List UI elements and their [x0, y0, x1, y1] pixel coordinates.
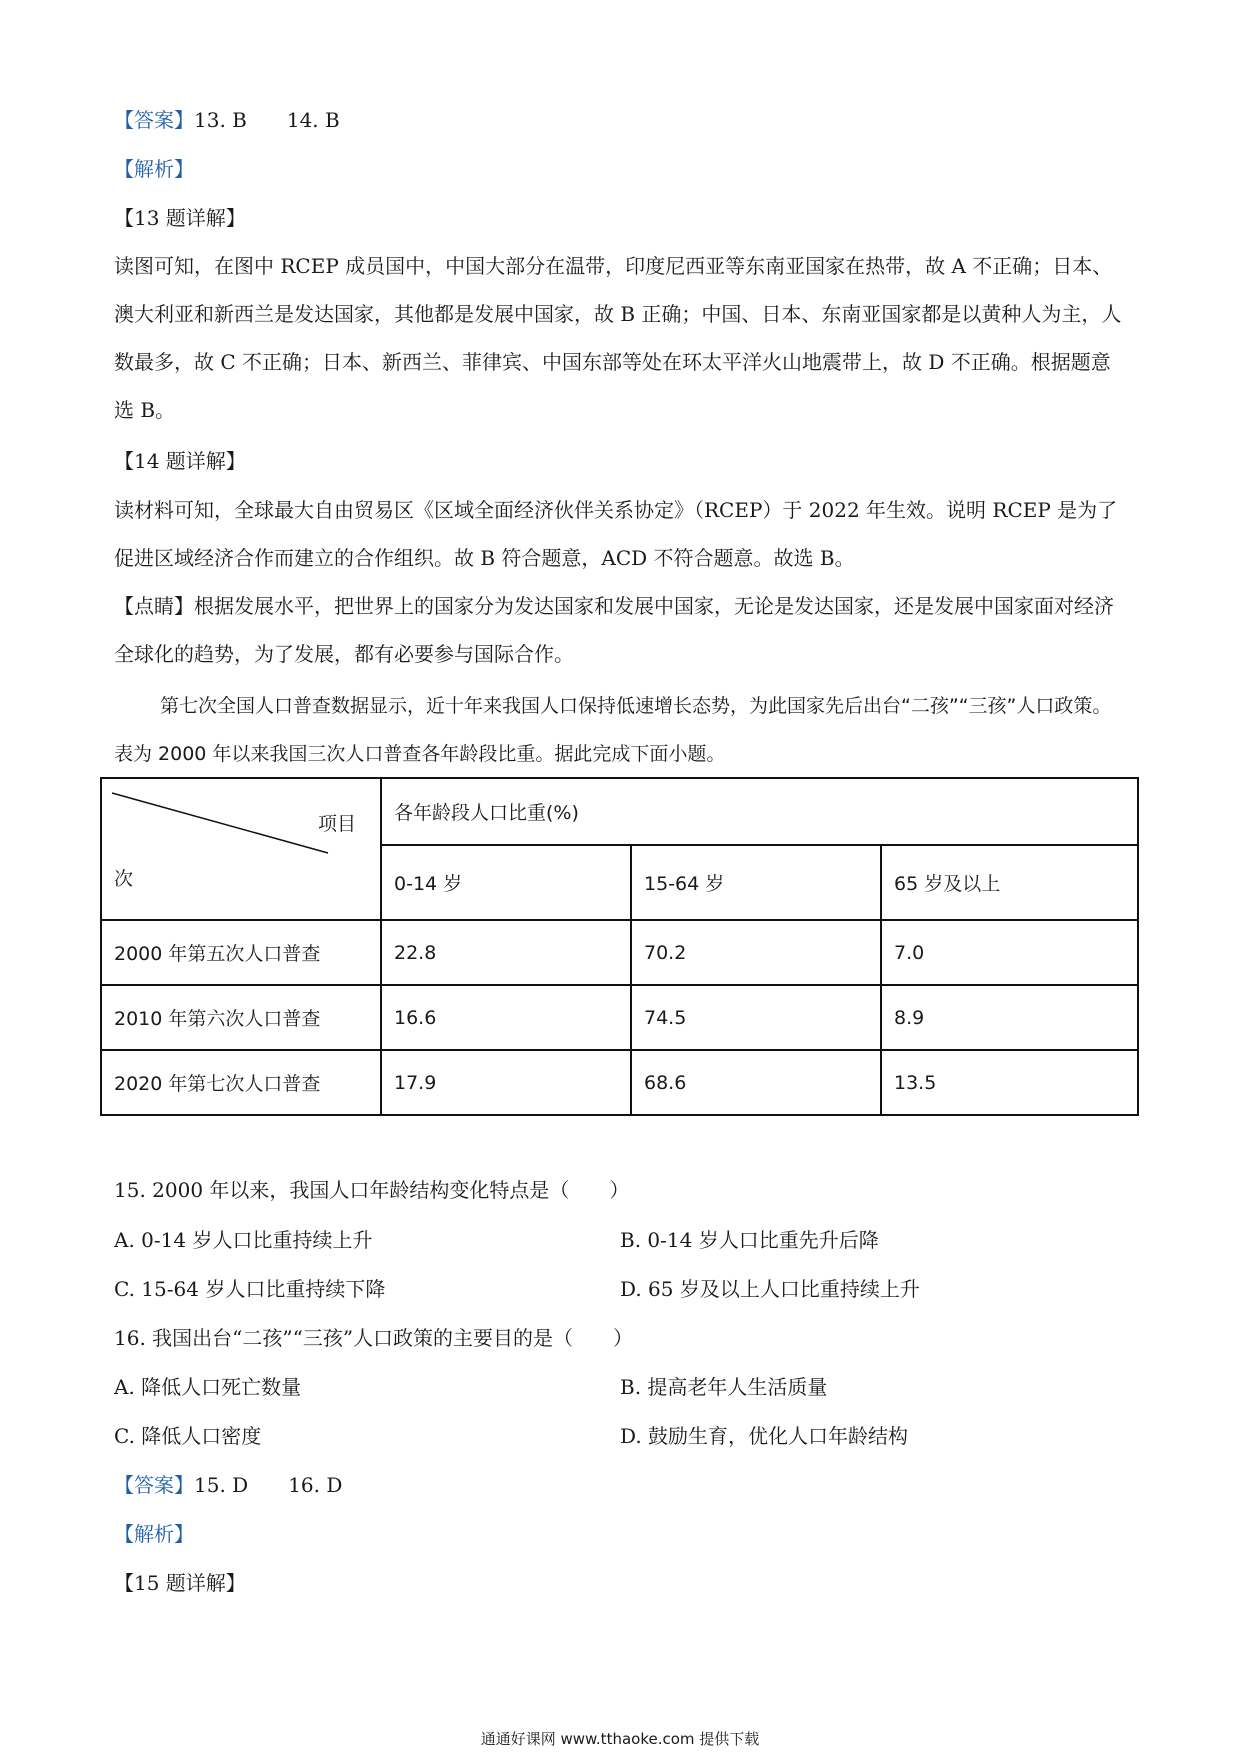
cell-value: 22.8	[381, 920, 631, 985]
table-row	[101, 985, 1138, 1050]
q16-option-b: B. 提高老年人生活质量	[620, 1375, 828, 1399]
cell-value: 68.6	[631, 1050, 881, 1115]
cell-value: 16.6	[381, 985, 631, 1050]
q15-option-a: A. 0-14 岁人口比重持续上升	[114, 1228, 373, 1252]
table-row	[101, 1050, 1138, 1115]
q16-stem: 16. 我国出台“二孩”“三孩”人口政策的主要目的是（ ）	[114, 1326, 634, 1350]
cell-value: 70.2	[631, 920, 881, 985]
answer-tag: 【答案】	[114, 1473, 194, 1497]
diag-header-item: 项目	[317, 813, 356, 835]
answer-line-13-14	[114, 106, 340, 134]
analysis-tag: 【解析】	[114, 1522, 194, 1546]
q16-option-c: C. 降低人口密度	[114, 1424, 262, 1448]
population-census-table	[100, 777, 1139, 1116]
q14-heading: 【14 题详解】	[114, 449, 246, 473]
diagonal-line	[102, 779, 392, 919]
answer-text: 15. D 16. D	[194, 1473, 343, 1497]
table-row	[101, 920, 1138, 985]
dianjing-note: 【点睛】根据发展水平，把世界上的国家分为发达国家和发展中国家，无论是发达国家，还是发展中国家面对经济全球化的趋势，为了发展，都有必要参与国际合作。	[114, 594, 1114, 666]
q14-explanation: 读材料可知，全球最大自由贸易区《区域全面经济伙伴关系协定》（RCEP）于 2022 年生效。说明 RCEP 是为了促进区域经济合作而建立的合作组织。故 B 符合题意，ACD 不符合题意。故选 B。	[114, 498, 1118, 570]
group-header: 各年龄段人口比重(%)	[381, 778, 1138, 845]
answer-line-15-16	[114, 1471, 342, 1499]
q16-option-d: D. 鼓励生育，优化人口年龄结构	[620, 1424, 909, 1448]
diag-header-census: 次	[114, 868, 134, 890]
cell-value: 13.5	[881, 1050, 1138, 1115]
q13-heading: 【13 题详解】	[114, 206, 246, 230]
question-intro: 第七次全国人口普查数据显示，近十年来我国人口保持低速增长态势，为此国家先后出台“二孩”“三孩”人口政策。表为 2000 年以来我国三次人口普查各年龄段比重。据此完成下面小题。	[114, 695, 1112, 765]
answer-tag: 【答案】	[114, 108, 194, 132]
row-label: 2020 年第七次人口普查	[101, 1050, 381, 1115]
cell-value: 7.0	[881, 920, 1138, 985]
q15-option-d: D. 65 岁及以上人口比重持续上升	[620, 1277, 920, 1301]
col-header-0-14: 0-14 岁	[381, 845, 631, 920]
q15-option-b: B. 0-14 岁人口比重先升后降	[620, 1228, 879, 1252]
cell-value: 17.9	[381, 1050, 631, 1115]
analysis-tag: 【解析】	[114, 157, 194, 181]
col-header-15-64: 15-64 岁	[631, 845, 881, 920]
q15-option-c: C. 15-64 岁人口比重持续下降	[114, 1277, 386, 1301]
cell-value: 8.9	[881, 985, 1138, 1050]
page-footer: 通通好课网 www.tthaoke.com 提供下载	[480, 1730, 760, 1748]
q15-heading: 【15 题详解】	[114, 1571, 246, 1595]
q15-stem: 15. 2000 年以来，我国人口年龄结构变化特点是（ ）	[114, 1178, 630, 1202]
col-header-65plus: 65 岁及以上	[881, 845, 1138, 920]
row-label: 2000 年第五次人口普查	[101, 920, 381, 985]
answer-text: 13. B 14. B	[194, 108, 340, 132]
cell-value: 74.5	[631, 985, 881, 1050]
q16-option-a: A. 降低人口死亡数量	[114, 1375, 302, 1399]
q13-explanation: 读图可知，在图中 RCEP 成员国中，中国大部分在温带，印度尼西亚等东南亚国家在热带，故 A 不正确；日本、澳大利亚和新西兰是发达国家，其他都是发展中国家，故 B 正确；中国、日本、东南亚国家都是以黄种人为主，人数最多，故 C 不正确；日本、新西兰、菲律宾、中国东部等处在环太平洋火山地震带上，故 D 不正确。根据题意选 B。	[114, 254, 1122, 422]
diagonal-header-cell	[101, 778, 381, 920]
row-label: 2010 年第六次人口普查	[101, 985, 381, 1050]
